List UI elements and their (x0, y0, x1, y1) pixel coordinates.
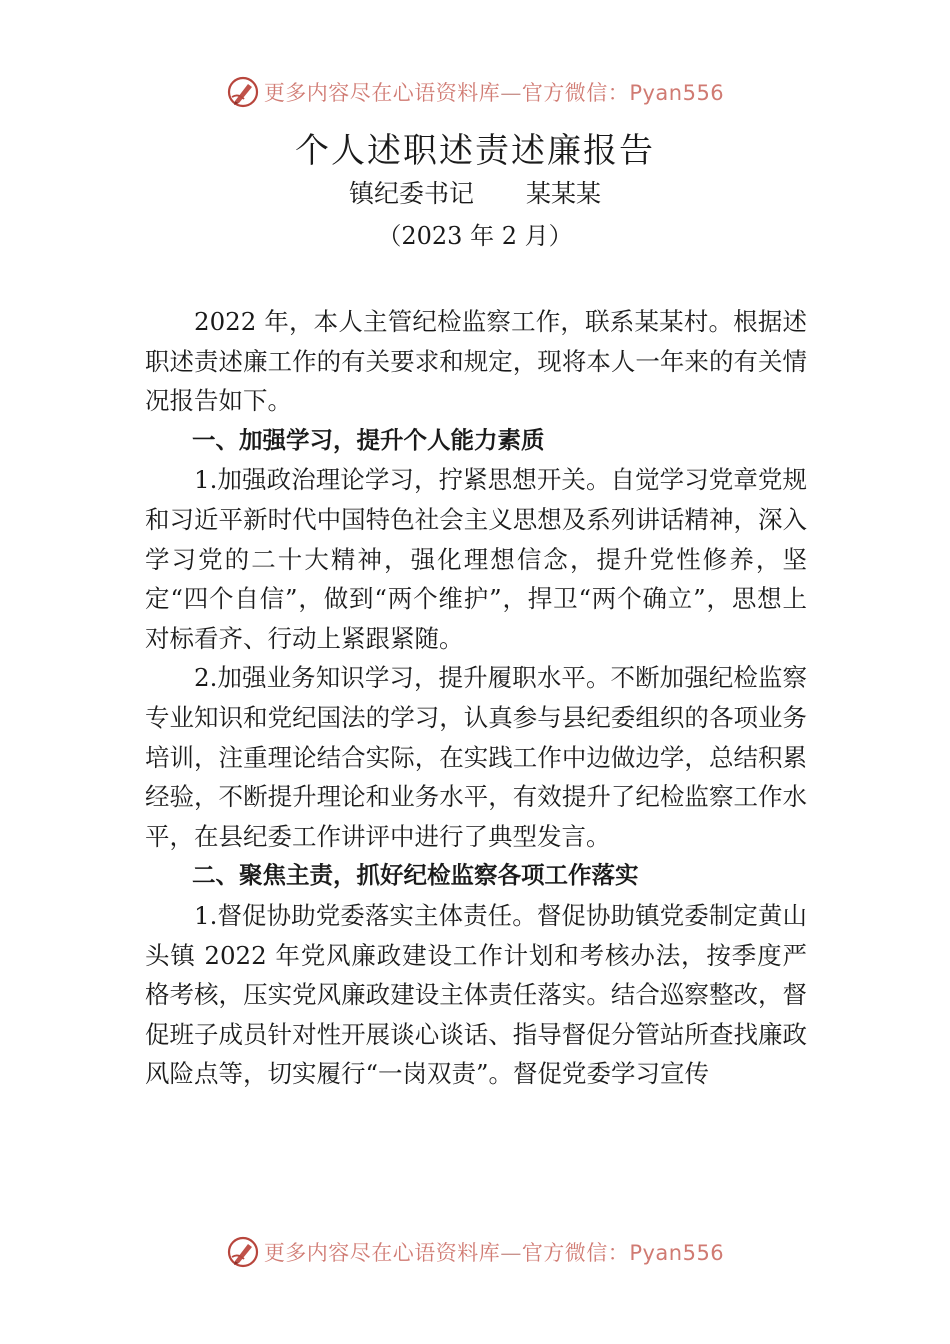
body-paragraph: 1.督促协助党委落实主体责任。督促协助镇党委制定黄山头镇 2022 年党风廉政建设工作计划和考核办法，按季度严格考核，压实党风廉政建设主体责任落实。结合巡察整改，督促班子成员针对性开展谈心谈话、指导督促分管站所查找廉政风险点等，切实履行“一岗双责”。督促党委学习宣传 (145, 900, 807, 1089)
section-heading-1: 一、加强学习，提升个人能力素质 (192, 425, 545, 454)
intro-paragraph: 2022 年，本人主管纪检监察工作，联系某某村。根据述职述责述廉工作的有关要求和规定，现将本人一年来的有关情况报告如下。 (145, 307, 807, 416)
document-title: 个人述职述责述廉报告 (295, 131, 655, 171)
watermark-text: 更多内容尽在心语资料库—官方微信：Pyan556 (263, 1241, 725, 1265)
author-name: 某某某 (526, 179, 602, 208)
watermark-text: 更多内容尽在心语资料库—官方微信：Pyan556 (263, 81, 725, 105)
body-paragraph: 1.加强政治理论学习，拧紧思想开关。自觉学习党章党规和习近平新时代中国特色社会主义思想及系列讲话精神，深入学习党的二十大精神，强化理想信念，提升党性修养，坚定“四个自信”，做到“两个维护”，捍卫“两个确立”，思想上对标看齐、行动上紧跟紧随。 (145, 465, 807, 653)
watermark-banner-top (0, 72, 950, 112)
pen-nib-logo-icon (226, 75, 260, 109)
section-heading-2: 二、聚焦主责，抓好纪检监察各项工作落实 (192, 861, 639, 890)
body-paragraph: 2.加强业务知识学习，提升履职水平。不断加强纪检监察专业知识和党纪国法的学习，认真参与县纪委组织的各项业务培训，注重理论结合实际，在实践工作中边做边学，总结积累经验，不断提升理论和业务水平，有效提升了纪检监察工作水平，在县纪委工作讲评中进行了典型发言。 (145, 663, 807, 851)
document-body (145, 302, 807, 1094)
author-role: 镇纪委书记 (348, 179, 474, 208)
document-date: （2023 年 2 月） (377, 222, 573, 250)
watermark-banner-bottom (0, 1232, 950, 1272)
pen-nib-logo-icon (226, 1235, 260, 1269)
author-line (0, 176, 950, 212)
